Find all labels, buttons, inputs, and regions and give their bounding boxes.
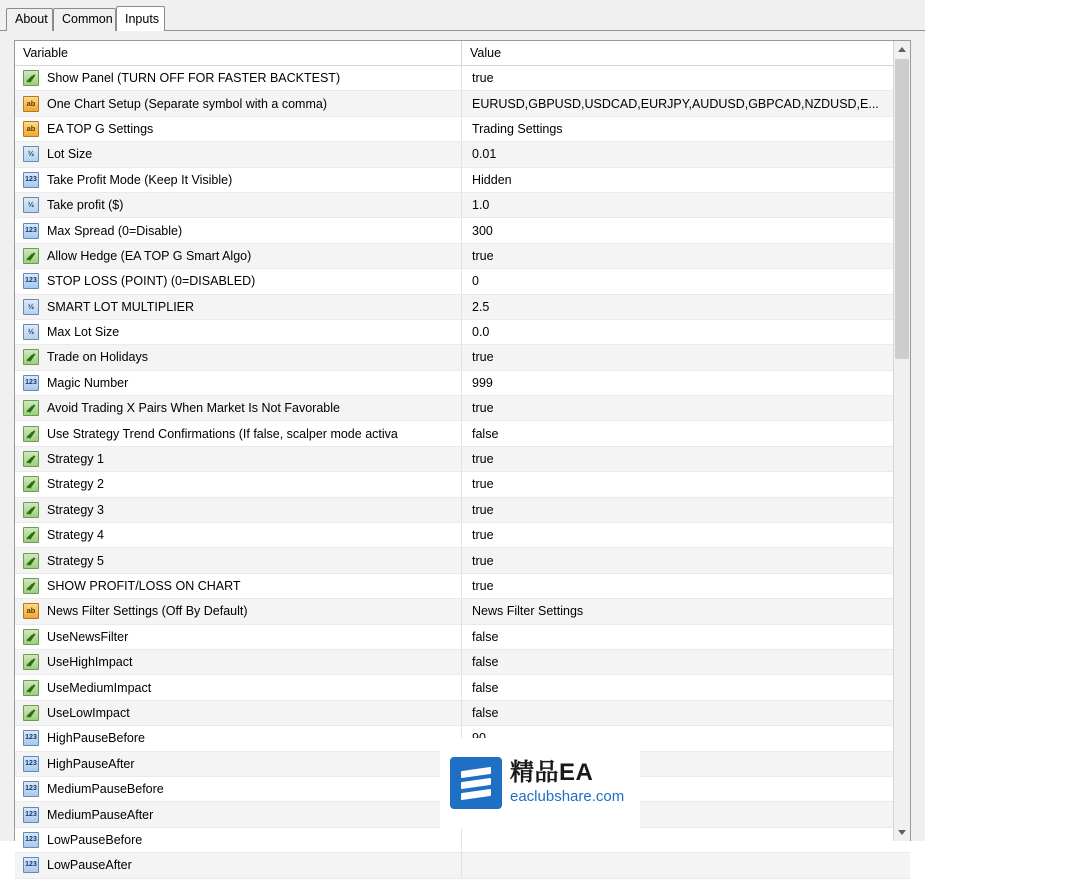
value-cell[interactable]: true <box>472 71 494 86</box>
double-icon: ½ <box>23 299 39 315</box>
variable-label: Max Spread (0=Disable) <box>47 223 183 238</box>
value-cell[interactable]: false <box>472 680 499 695</box>
variable-label: Allow Hedge (EA TOP G Smart Algo) <box>47 248 252 263</box>
variable-label: Take profit ($) <box>47 198 124 213</box>
variable-cell[interactable] <box>15 396 462 420</box>
variable-cell[interactable] <box>15 117 462 141</box>
integer-icon: 123 <box>23 172 39 188</box>
table-row[interactable] <box>15 828 910 853</box>
variable-label: Strategy 5 <box>47 553 104 568</box>
double-icon: ½ <box>23 197 39 213</box>
variable-label: LowPauseBefore <box>47 832 143 847</box>
integer-icon: 123 <box>23 781 39 797</box>
tab-strip <box>0 0 925 31</box>
grid-header <box>15 41 910 66</box>
bool-icon <box>23 349 39 365</box>
variable-label: EA TOP G Settings <box>47 121 154 136</box>
table-row[interactable] <box>15 193 910 218</box>
integer-icon: 123 <box>23 756 39 772</box>
integer-icon: 123 <box>23 832 39 848</box>
value-cell[interactable]: Hidden <box>472 172 512 187</box>
variable-label: Show Panel (TURN OFF FOR FASTER BACKTEST) <box>47 71 341 86</box>
table-row[interactable] <box>15 701 910 726</box>
variable-cell[interactable] <box>15 828 462 852</box>
value-cell[interactable]: EURUSD,GBPUSD,USDCAD,EURJPY,AUDUSD,GBPCAD,NZDUSD,E... <box>472 96 879 111</box>
value-cell[interactable]: true <box>472 579 494 593</box>
scroll-up-arrow-icon[interactable] <box>894 41 910 58</box>
inputs-grid <box>14 40 911 873</box>
table-row[interactable] <box>15 168 910 193</box>
variable-label: Use Strategy Trend Confirmations (If false, scalper mode activa <box>47 426 398 441</box>
variable-cell[interactable] <box>15 218 462 242</box>
table-row[interactable] <box>15 574 910 599</box>
column-header-value[interactable]: Value <box>470 46 502 60</box>
variable-cell[interactable] <box>15 726 462 750</box>
table-row[interactable] <box>15 447 910 472</box>
value-cell[interactable]: 0 <box>472 274 479 289</box>
variable-cell[interactable] <box>15 548 462 572</box>
value-cell[interactable]: false <box>472 426 499 441</box>
table-row[interactable] <box>15 498 910 523</box>
variable-cell[interactable] <box>15 66 462 90</box>
column-header-variable[interactable]: Variable <box>15 41 462 65</box>
table-row[interactable] <box>15 218 910 243</box>
variable-label: Strategy 3 <box>47 502 104 517</box>
watermark-logo-icon <box>450 757 502 809</box>
integer-icon: 123 <box>23 273 39 289</box>
variable-cell[interactable] <box>15 345 462 369</box>
integer-icon: 123 <box>23 857 39 873</box>
value-cell[interactable]: false <box>472 655 499 670</box>
variable-cell[interactable] <box>15 498 462 522</box>
table-row[interactable] <box>15 675 910 700</box>
table-row[interactable] <box>15 91 910 116</box>
value-cell[interactable]: News Filter Settings <box>472 604 584 619</box>
variable-cell[interactable] <box>15 269 462 293</box>
tab-common[interactable]: Common <box>53 8 116 31</box>
variable-label: SHOW PROFIT/LOSS ON CHART <box>47 579 241 593</box>
table-row[interactable] <box>15 599 910 624</box>
scrollbar-thumb[interactable] <box>895 59 909 359</box>
integer-icon: 123 <box>23 730 39 746</box>
table-row[interactable] <box>15 295 910 320</box>
variable-cell[interactable] <box>15 421 462 445</box>
tab-inputs[interactable]: Inputs <box>116 6 165 31</box>
variable-label: One Chart Setup (Separate symbol with a comma) <box>47 96 327 111</box>
variable-label: HighPauseAfter <box>47 756 135 771</box>
variable-cell[interactable] <box>15 625 462 649</box>
value-cell[interactable]: false <box>472 705 499 720</box>
variable-label: UseHighImpact <box>47 655 133 670</box>
bool-icon <box>23 502 39 518</box>
bool-icon <box>23 654 39 670</box>
value-cell[interactable]: true <box>472 248 494 263</box>
variable-label: MediumPauseBefore <box>47 782 164 797</box>
table-row[interactable] <box>15 523 910 548</box>
variable-cell[interactable] <box>15 320 462 344</box>
variable-label: SMART LOT MULTIPLIER <box>47 299 195 314</box>
variable-cell[interactable] <box>15 777 462 801</box>
variable-label: Lot Size <box>47 147 93 162</box>
variable-cell[interactable] <box>15 193 462 217</box>
table-row[interactable] <box>15 421 910 446</box>
string-icon: ab <box>23 603 39 619</box>
table-row[interactable] <box>15 853 910 878</box>
table-row[interactable] <box>15 396 910 421</box>
variable-label: Magic Number <box>47 375 129 390</box>
variable-cell[interactable] <box>15 142 462 166</box>
bool-icon <box>23 680 39 696</box>
variable-cell[interactable] <box>15 472 462 496</box>
variable-label: STOP LOSS (POINT) (0=DISABLED) <box>47 274 256 289</box>
variable-label: MediumPauseAfter <box>47 807 154 822</box>
variable-cell[interactable] <box>15 168 462 192</box>
variable-cell[interactable] <box>15 853 462 877</box>
value-cell[interactable]: true <box>472 502 494 517</box>
value-cell[interactable]: true <box>472 553 494 568</box>
variable-label: Strategy 1 <box>47 452 104 467</box>
variable-label: UseMediumImpact <box>47 680 152 695</box>
tab-about[interactable]: About <box>6 8 53 31</box>
bool-icon <box>23 400 39 416</box>
variable-cell[interactable] <box>15 701 462 725</box>
value-cell[interactable]: 1.0 <box>472 198 490 213</box>
table-row[interactable] <box>15 472 910 497</box>
variable-label: Avoid Trading X Pairs When Market Is Not Favorable <box>47 401 340 416</box>
variable-cell[interactable] <box>15 675 462 699</box>
variable-label: UseLowImpact <box>47 705 130 720</box>
value-cell[interactable] <box>462 853 910 877</box>
table-row[interactable] <box>15 66 910 91</box>
value-cell[interactable]: true <box>472 452 494 467</box>
variable-cell[interactable] <box>15 91 462 115</box>
string-icon: ab <box>23 121 39 137</box>
bool-icon <box>23 553 39 569</box>
string-icon: ab <box>23 96 39 112</box>
variable-cell[interactable] <box>15 523 462 547</box>
table-row[interactable] <box>15 625 910 650</box>
value-cell[interactable]: 300 <box>472 223 493 238</box>
double-icon: ½ <box>23 146 39 162</box>
variable-cell[interactable] <box>15 574 462 598</box>
variable-label: LowPauseAfter <box>47 858 132 873</box>
variable-cell[interactable] <box>15 599 462 623</box>
table-row[interactable] <box>15 548 910 573</box>
bool-icon <box>23 248 39 264</box>
variable-cell[interactable] <box>15 650 462 674</box>
value-cell[interactable]: true <box>472 528 494 543</box>
value-cell[interactable] <box>462 828 910 852</box>
vertical-scrollbar[interactable] <box>893 41 910 841</box>
value-cell[interactable]: 0.0 <box>472 325 490 340</box>
table-row[interactable] <box>15 371 910 396</box>
integer-icon: 123 <box>23 807 39 823</box>
value-cell[interactable]: Trading Settings <box>472 121 563 136</box>
value-cell[interactable]: 0.01 <box>472 147 497 162</box>
variable-label: News Filter Settings (Off By Default) <box>47 604 248 619</box>
bool-icon <box>23 426 39 442</box>
variable-label: Trade on Holidays <box>47 350 148 365</box>
variable-label: HighPauseBefore <box>47 731 145 746</box>
watermark-subtitle: eaclubshare.com <box>510 788 625 805</box>
variable-label: Strategy 4 <box>47 528 104 543</box>
variable-cell[interactable] <box>15 802 462 826</box>
variable-cell[interactable] <box>15 244 462 268</box>
double-icon: ½ <box>23 324 39 340</box>
variable-label: UseNewsFilter <box>47 629 129 644</box>
watermark-title: 精品EA <box>510 759 594 786</box>
table-row[interactable] <box>15 320 910 345</box>
variable-cell[interactable] <box>15 447 462 471</box>
variable-cell[interactable] <box>15 371 462 395</box>
table-row[interactable] <box>15 244 910 269</box>
variable-label: Take Profit Mode (Keep It Visible) <box>47 172 233 187</box>
value-cell[interactable]: true <box>472 350 494 365</box>
bool-icon <box>23 578 39 594</box>
bool-icon <box>23 476 39 492</box>
table-row[interactable] <box>15 117 910 142</box>
bool-icon <box>23 705 39 721</box>
value-cell[interactable]: true <box>472 401 494 416</box>
value-cell[interactable]: true <box>472 477 494 492</box>
variable-label: Max Lot Size <box>47 325 120 340</box>
variable-label: Strategy 2 <box>47 477 104 492</box>
watermark <box>440 738 640 828</box>
dialog-right-filler <box>925 0 1080 841</box>
integer-icon: 123 <box>23 375 39 391</box>
variable-cell[interactable] <box>15 752 462 776</box>
value-cell[interactable]: 2.5 <box>472 299 490 314</box>
bool-icon <box>23 451 39 467</box>
table-row[interactable] <box>15 269 910 294</box>
bool-icon <box>23 527 39 543</box>
scroll-down-arrow-icon[interactable] <box>894 824 910 841</box>
variable-cell[interactable] <box>15 295 462 319</box>
integer-icon: 123 <box>23 223 39 239</box>
bool-icon <box>23 70 39 86</box>
table-row[interactable] <box>15 142 910 167</box>
value-cell[interactable]: 999 <box>472 375 493 390</box>
value-cell[interactable]: false <box>472 629 499 644</box>
table-row[interactable] <box>15 345 910 370</box>
bool-icon <box>23 629 39 645</box>
table-row[interactable] <box>15 650 910 675</box>
